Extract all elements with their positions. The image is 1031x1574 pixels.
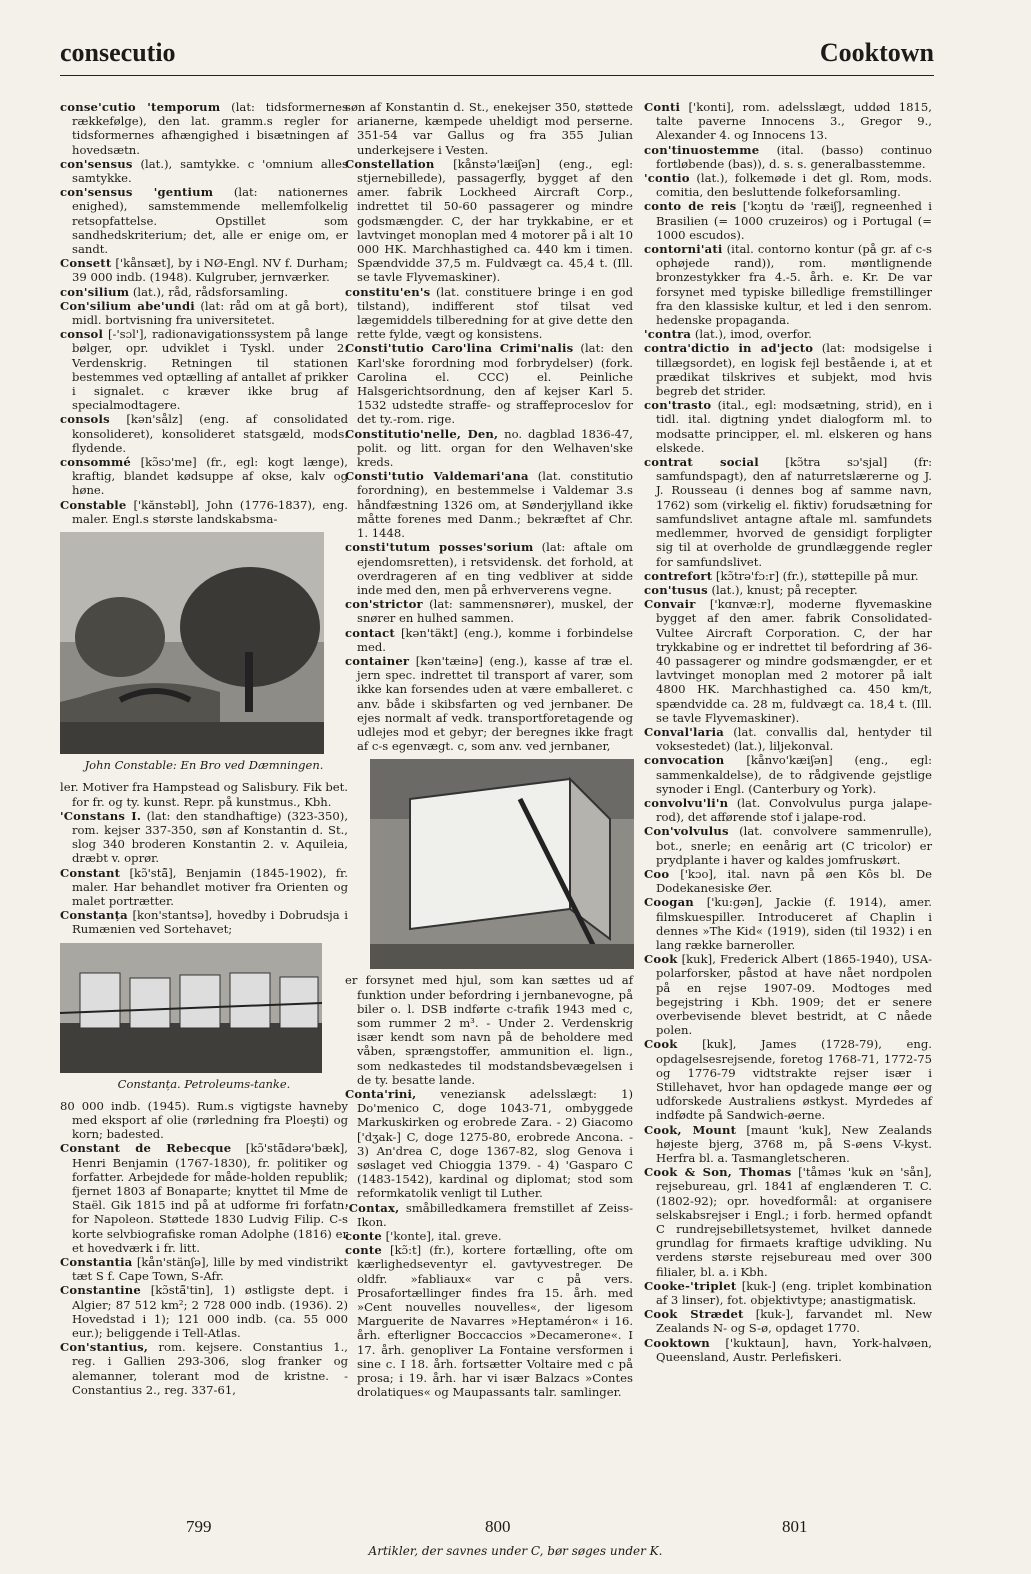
entry: søn af Konstantin d. St., enekejser 350, støttede arianerne, kæmpede uheldigt mod perserne. 351-54 var Gallus og fra 355 Julian underkejsere i Vesten.	[345, 100, 633, 157]
entry: Cook [kuk], James (1728-79), eng. opdagelsesrejsende, foretog 1768-71, 1772-75 og 1776-79 vidtstrakte rejser især i Stillehavet, hvor han opdagede mange øer og udforskede Australiens østkyst. Myrdedes af indfødte på Sandwich-øerne.	[644, 1037, 932, 1123]
page-number-right: 801	[782, 1517, 808, 1536]
header-rule	[60, 75, 934, 76]
entry: 'contio (lat.), folkemøde i det gl. Rom, mods. comitia, den besluttende folkeforsamling.	[644, 171, 932, 200]
entry: Convair ['kɑnvæ:r], moderne flyvemaskine bygget af den amer. fabrik Consolidated-Vultee Aircraft Corporation. C, der har trykkabine og er indrettet til befordring af 36-40 passagerer og mindre godsmængder, er et lavtvinget monoplan med 2 motorer på ialt 4800 HK. Marchhastighed ca. 450 km/t, spændvidde ca. 28 m, fuldvægt ca. 18,4 t. (Ill. se tavle Flyvemaskiner).	[644, 597, 932, 725]
entry: Constant de Rebecque [kɔ̃'stā̃dərə'bæk], Henri Benjamin (1767-1830), fr. politiker og forfatter. Arbejdede for måde-holden republik; fjernet 1803 af Bonaparte; knyttet til Mme de Staël. Gik 1815 ind på at udforme fri forfatn. for Napoleon. Støttede 1830 Ludvig Filip. C-s korte selvbiografiske roman Adolphe (1816) er et hovedværk i fr. litt.	[60, 1141, 348, 1255]
entry: contorni'ati (ital. contorno kontur (på gr. af c-s ophøjede rand)), rom. møntlignende bronzestykker fra 4.-5. årh. e. Kr. De var forsynet med typiske billedlige fremstillinger fra den klassiske kultur, et led i den senrom. hedenske propaganda.	[644, 242, 932, 328]
entry: Constantia [kån'stänʃə], lille by med vindistrikt tæt S f. Cape Town, S-Afr.	[60, 1254, 348, 1284]
column-right	[644, 100, 932, 1364]
header-left-word: consecutio	[60, 38, 176, 67]
entry: 'Contax, småbilledkamera fremstillet af Zeiss-Ikon.	[345, 1200, 633, 1229]
page-number-middle: 800	[485, 1517, 511, 1536]
landscape-painting-photo	[60, 532, 324, 754]
container-photo	[370, 759, 634, 969]
entry: contrefort [kɔ̃trə'fɔ:r] (fr.), støttepille på mur.	[644, 568, 919, 583]
footnote: Artikler, der savnes under C, bør søges under K.	[368, 1544, 663, 1558]
entry: con'trasto (ital., egl: modsætning, strid), en i tidl. ital. digtning yndet dialogform ml. to modsatte principper, el. ml. elskeren og hans elskede.	[644, 398, 932, 455]
entry: con'tusus (lat.), knust; på recepter.	[644, 582, 858, 597]
entry: contrat social [kɔ̃tra sɔ'sjal] (fr: samfundspagt), den af naturretslærerne og J. J. Rousseau (i dennes bog af samme navn, 1762) som (virkelig el. fiktiv) forudsætning for samfundslivet antagne aftale ml. samfundets medlemmer, hvorved de gensidigt forpligter sig til at overholde de grundlæggende regler for samfundslivet.	[644, 455, 932, 569]
entry: ler. Motiver fra Hampstead og Salisbury. Fik bet. for fr. og ty. kunst. Repr. på kunstmus., Kbh.	[60, 780, 348, 809]
column-middle	[345, 100, 633, 1399]
entry: Consti'tutio Valdemari'ana (lat. constitutio forordning), en bestemmelse i Valdemar 3.s håndfæstning 1326 om, at Sønderjylland ikke måtte forenes med Danm.; bekræftet af Chr. 1. 1448.	[345, 469, 633, 541]
entry: Constitutio'nelle, Den, no. dagblad 1836-47, polit. og litt. organ for den Welhaven'ske kreds.	[345, 426, 633, 470]
entry: consols [kən'sålz] (eng. af consolidated konsolideret), konsolideret statsgæld, mods. flydende.	[60, 412, 348, 455]
header-right-word: Cooktown	[819, 38, 934, 67]
caption-constanta: Constanța. Petroleums-tanke.	[117, 1076, 291, 1091]
entry: Cook & Son, Thomas ['tåməs 'kuk ən 'sån], rejsebureau, grl. 1841 af englænderen T. C. (1802-92); opr. hovedformål: at organisere selskabsrejser i Engl.; i forb. hermed opfandt C rundrejsebilletsystemet, hvilket dannede grundlag for firmaets kraftige udvikling. Nu verdens største rejsebureau med over 300 filialer, bl. a. i Kbh.	[644, 1165, 932, 1279]
oil-tanks-photo	[60, 943, 322, 1073]
entry: Con'volvulus (lat. convolvere sammenrulle), bot., snerle; en eenårig art (C tricolor) er prydplante i haver og kaldes jomfruskørt.	[644, 824, 932, 867]
entry: Constanța [kon'stantsə], hovedby i Dobrudsja i Rumænien ved Sortehavet;	[60, 908, 348, 937]
entry: Cook, Mount [maunt 'kuk], New Zealands højeste bjerg, 3768 m, på S-øens V-kyst. Herfra bl. a. Tasmangletscheren.	[644, 1122, 932, 1166]
entry: Cook [kuk], Frederick Albert (1865-1940), USA-polarforsker, påstod at have nået nordpolen på en rejse 1907-09. Modtoges med begejstring i Kbh. 1909; det er senere overbevisende blevet bestridt, at C nåede polen.	[644, 952, 932, 1038]
entry: convolvu'li'n (lat. Convolvulus purga jalape-rod), det afførende stof i jalape-rod.	[644, 795, 932, 825]
entry: Cooktown ['kuktaun], havn, York-halvøen, Queensland, Austr. Perlefiskeri.	[644, 1335, 932, 1364]
entry: consommé [kɔ̃sɔ'me] (fr., egl: kogt længe), kraftig, blandet kødsuppe af okse, kalv og høne.	[60, 455, 348, 498]
entry: consol [-'sɔl'], radionavigationssystem på lange bølger, opr. udviklet i Tyskl. under 2. Verdenskrig. Retningen til stationen bestemmes ved optælling af antallet af prikker i signalet. c kræver ikke brug af specialmodtagere.	[60, 327, 348, 413]
entry: con'sensus 'gentium (lat: nationernes enighed), samstemmende mellemfolkelig retsopfattelse. Opstillet som sandhedskriterium; det, alle er enige om, er sandt.	[60, 185, 349, 257]
entry: Constant [kɔ̃'stā̃], Benjamin (1845-1902), fr. maler. Har behandlet motiver fra Orienten og malet portrætter.	[60, 865, 348, 908]
entry: convocation [kånvo'kæiʃən] (eng., egl: sammenkaldelse), de to rådgivende gejstlige synoder i Engl. (Canterbury og York).	[644, 753, 932, 796]
caption-constable: John Constable: En Bro ved Dæmningen.	[84, 758, 324, 773]
entry: Consett ['kånsæt], by i NØ-Engl. NV f. Durham; 39 000 indb. (1948). Kulgruber, jernværker.	[60, 256, 348, 285]
entry: con'sensus (lat.), samtykke. c 'omnium alles samtykke.	[60, 156, 348, 186]
entry: Conti ['konti], rom. adelsslægt, uddød 1815, talte paverne Innocens 3., Gregor 9., Alexander 4. og Innocens 13.	[644, 100, 932, 143]
entry: Conval'laria (lat. convallis dal, hentyder til voksestedet) (lat.), liljekonval.	[644, 724, 932, 754]
entry: con'strictor (lat: sammensnører), muskel, der snører en hulhed sammen.	[345, 597, 633, 626]
entry: 80 000 indb. (1945). Rum.s vigtigste havneby med eksport af olie (rørledning fra Ploeşti) og korn; badested.	[60, 1098, 348, 1142]
entry: constitu'en's (lat. constituere bringe i en god tilstand), indifferent stof tilsat ved lægemiddels tilberedning for at give dette den rette fylde, vægt og konsistens.	[345, 284, 633, 342]
page-number-left: 799	[186, 1517, 212, 1536]
entry: Constable ['kănstəbl], John (1776-1837), eng. maler. Engl.s største landskabsma-	[60, 497, 348, 526]
entry: Constantine [kɔ̃stā̃'tin], 1) østligste dept. i Algier; 87 512 km²; 2 728 000 indb. (1936). 2) Hovedstad i 1); 121 000 indb. (ca. 55 000 eur.); beliggende i Tell-Atlas.	[60, 1283, 348, 1340]
entry: con'tinuostemme (ital. (basso) continuo fortløbende (bas)), d. s. s. generalbasstemme.	[644, 142, 932, 171]
entry: Cooke-'triplet [kuk-] (eng. triplet kombination af 3 linser), fot. objektivtype; anastigmatisk.	[644, 1278, 932, 1308]
entry: Constellation [kånstə'læiʃən] (eng., egl: stjernebillede), passagerfly, bygget af den amer. fabrik Lockheed Aircraft Corp., indrettet til 50-60 passagerer og mindre godsmængder. C, der har trykkabine, er et lavtvinget monoplan med 4 motorer på i alt 10 000 HK. Marchhastighed ca. 440 km i timen. Spændvidde 37,5 m. Fuldvægt ca. 45,4 t. (Ill. se tavle Flyvemaskiner).	[345, 156, 633, 285]
entry: 'Constans I. (lat: den standhaftige) (323-350), rom. kejser 337-350, søn af Konstantin d. St., slog 340 broderen Konstantin 2. v. Aquileia, dræbt v. oprør.	[60, 808, 348, 866]
entry: contact [kən'täkt] (eng.), komme i forbindelse med.	[345, 625, 633, 654]
entry: conto de reis ['kɔŋtu də 'ræiʃ], regneenhed i Brasilien (= 1000 cruzeiros) og i Portugal (= 1000 escudos).	[644, 199, 932, 242]
entry: er forsynet med hjul, som kan sættes ud af funktion under befordring i jernbanevogne, på biler o. l. DSB indførte c-trafik 1943 med c, som rummer 2 m³. - Under 2. Verdenskrig især kendt som navn på de beholdere med våben, sprængstoffer, ammunition el. lign., som nedkastedes til modstandsbevægelsen i de ty. besatte lande.	[345, 973, 633, 1087]
entry: con'silium (lat.), råd, rådsforsamling.	[60, 284, 289, 299]
entry: 'contra (lat.), imod, overfor.	[644, 327, 812, 342]
entry: Conta'rini, veneziansk adelsslægt: 1) Do'menico C, doge 1043-71, ombyggede Markuskirken og erobrede Zara. - 2) Giacomo ['dʒak-] C, doge 1275-80, erobrede Ancona. - 3) An'drea C, doge 1367-82, slog Genova i søslaget ved Chioggia 1379. - 4) 'Gasparo C (1483-1542), kardinal og diplomat; stod som reformkatolik venligt til Luther.	[345, 1086, 633, 1201]
entry: Con'silium abe'undi (lat: råd om at gå bort), midl. bortvisning fra universitetet.	[60, 298, 348, 328]
entry: conte [kɔ̃:t] (fr.), kortere fortælling, ofte om kærlighedseventyr el. gavtyvestreger. De oldfr. »fabliaux« var c på vers. Prosafortællinger findes fra 15. årh. med »Cent nouvelles nouvelles«, der ligesom Marguerite de Navarres »Heptaméron« i 16. årh. efterligner Boccaccios »Decamerone«. I 17. årh. genopliver La Fontaine versformen i sine c. I 18. årh. fortsætter Voltaire med c på prosa; i 19. årh. har vi især Balzacs »Contes drolatiques« og Maupassants talr. samlinger.	[345, 1243, 633, 1400]
entry: contra'dictio in ad'jecto (lat: modsigelse i tillægsordet), en logisk fejl bestående i, at et prædikat tilskrives et subjekt, mod hvis begreb det strider.	[644, 341, 932, 399]
entry: container [kən'tæinə] (eng.), kasse af træ el. jern spec. indrettet til transport af varer, som ikke kan forsendes uden at være emballeret. c anv. både i skibsfarten og ved jernbaner. De ejes normalt af vedk. transportforetagende og udlejes mod et gebyr; der beregnes ikke fragt af c-s egenvægt. c, som anv. ved jernbaner,	[345, 653, 633, 754]
entry: Cook Strædet [kuk-], farvandet ml. New Zealands N- og S-ø, opdaget 1770.	[644, 1307, 932, 1336]
entry: conse'cutio 'temporum (lat: tidsformernes rækkefølge), den lat. gramm.s regler for tidsformernes afhængighed i bisætningen af hovedsætn.	[60, 100, 348, 157]
entry: conte ['konte], ital. greve.	[345, 1229, 502, 1243]
entry: Coogan ['ku:gən], Jackie (f. 1914), amer. filmskuespiller. Introduceret af Chaplin i dennes »The Kid« (1919), siden (til 1932) i en lang række barneroller.	[644, 895, 932, 952]
column-left	[60, 100, 348, 1397]
entry: Consti'tutio Caro'lina Crimi'nalis (lat: den Karl'ske forordning mod forbrydelser) (fork. Carolina el. CCC) el. Peinliche Halsgerichtsordnung, den af kejser Karl 5. 1532 udstedte straffe- og straffeproceslov for det ty.-rom. rige.	[345, 341, 633, 427]
entry: Coo ['kɔo], ital. navn på øen Kôs bl. De Dodekanesiske Øer.	[644, 866, 932, 896]
entry: consti'tutum posses'sorium (lat: aftale om ejendomsretten), i retsvidensk. det forhold, at overdrageren af en ting vedbliver at sidde inde med den, men på erhververens vegne.	[345, 540, 633, 597]
entry: Con'stantius, rom. kejsere. Constantius 1., reg. i Gallien 293-306, slog franker og alemanner, tolerant mod de kristne. - Constantius 2., reg. 337-61,	[60, 1340, 348, 1397]
